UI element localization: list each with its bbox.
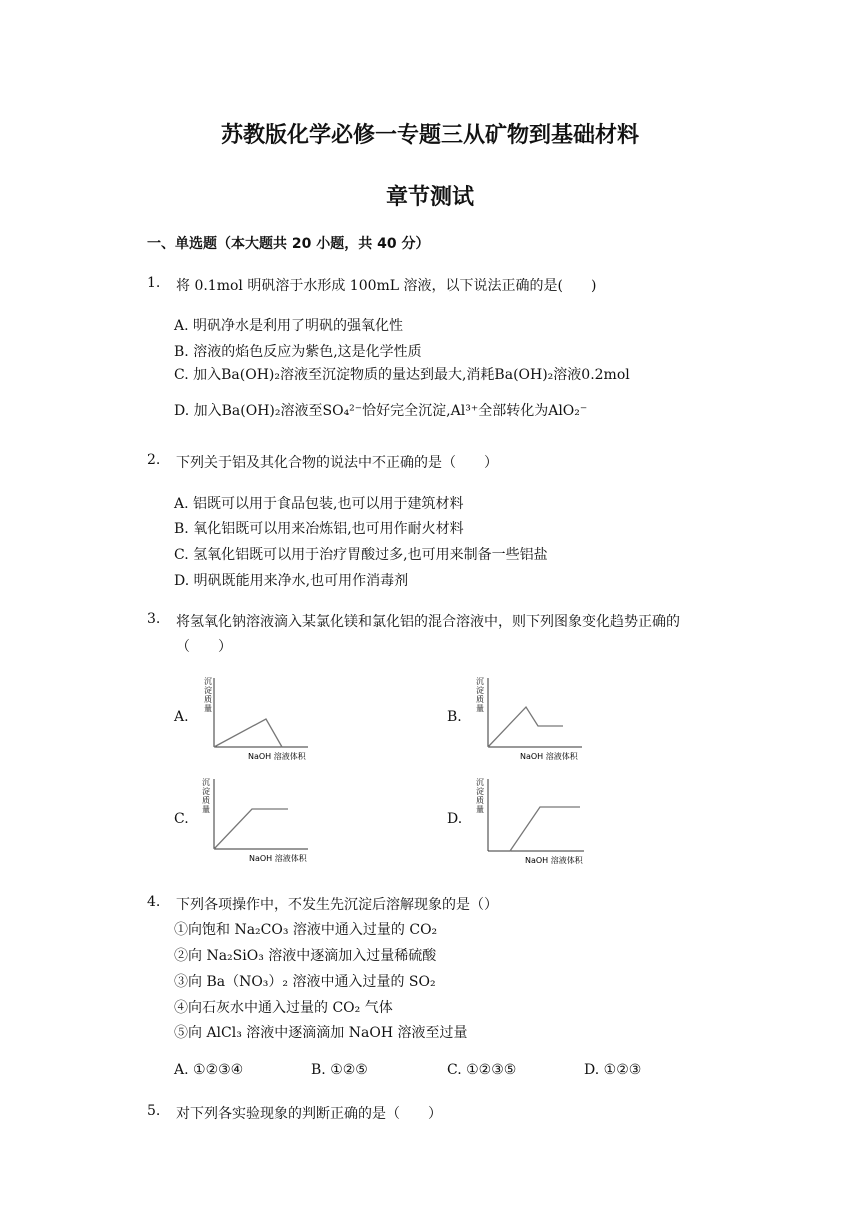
graph-b-ylabel: 沉淀质量 (476, 677, 484, 713)
option-c: C. 氢氧化铝既可以用于治疗胃酸过多,也可用来制备一些铝盐 (174, 547, 548, 563)
list-item: ③向 Ba（NO₃）₂ 溶液中通入过量的 SO₂ (174, 974, 436, 990)
graph-c-ylabel: 沉淀质量 (202, 778, 210, 814)
graph-d-xlabel: NaOH 溶液体积 (525, 856, 583, 865)
option-b: B. 氧化铝既可以用来冶炼铝,也可用作耐火材料 (174, 521, 464, 537)
question-stem: 对下列各实验现象的判断正确的是（ ） (176, 1106, 442, 1122)
graph-a (196, 676, 316, 762)
option-c: C. ①②③⑤ (447, 1062, 517, 1078)
question-number: 5. (147, 1103, 161, 1119)
graph-a-letter: A. (174, 709, 189, 725)
document-title-line1: 苏教版化学必修一专题三从矿物到基础材料 (220, 123, 639, 148)
question-number: 1. (147, 275, 161, 291)
option-d: D. ①②③ (584, 1062, 642, 1078)
list-item: ②向 Na₂SiO₃ 溶液中逐滴加入过量稀硫酸 (174, 948, 437, 964)
document-title-line2: 章节测试 (385, 185, 474, 210)
option-b: B. ①②⑤ (311, 1062, 368, 1078)
question-stem-continued: （ ） (176, 639, 232, 655)
graph-d-ylabel: 沉淀质量 (476, 778, 484, 814)
option-a: A. ①②③④ (174, 1062, 244, 1078)
option-d: D. 加入Ba(OH)₂溶液至SO₄²⁻恰好完全沉淀,Al³⁺全部转化为AlO₂⁻ (174, 403, 588, 419)
graph-a-xlabel: NaOH 溶液体积 (248, 752, 306, 761)
graph-c-letter: C. (174, 811, 189, 827)
question-stem: 下列各项操作中，不发生先沉淀后溶解现象的是（） (176, 897, 498, 913)
option-d: D. 明矾既能用来净水,也可用作消毒剂 (174, 573, 409, 589)
option-b: B. 溶液的焰色反应为紫色,这是化学性质 (174, 344, 422, 360)
graph-b-letter: B. (447, 709, 462, 725)
section-header: 一、单选题（本大题共 20 小题，共 40 分） (147, 236, 430, 252)
list-item: ①向饱和 Na₂CO₃ 溶液中通入过量的 CO₂ (174, 922, 438, 938)
graph-c (196, 777, 316, 867)
graph-b (470, 676, 590, 762)
question-number: 4. (147, 894, 161, 910)
question-number: 3. (147, 611, 161, 627)
option-c: C. 加入Ba(OH)₂溶液至沉淀物质的量达到最大,消耗Ba(OH)₂溶液0.2mol (174, 367, 630, 383)
question-stem: 下列关于铝及其化合物的说法中不正确的是（ ） (176, 455, 498, 471)
list-item: ⑤向 AlCl₃ 溶液中逐滴滴加 NaOH 溶液至过量 (174, 1025, 468, 1041)
list-item: ④向石灰水中通入过量的 CO₂ 气体 (174, 1000, 393, 1016)
graph-d (470, 777, 594, 869)
graph-c-xlabel: NaOH 溶液体积 (249, 854, 307, 863)
question-stem: 将 0.1mol 明矾溶于水形成 100mL 溶液，以下说法正确的是( ) (176, 278, 597, 294)
question-number: 2. (147, 452, 161, 468)
graph-d-letter: D. (447, 811, 463, 827)
graph-b-xlabel: NaOH 溶液体积 (520, 752, 578, 761)
question-stem: 将氢氧化钠溶液滴入某氯化镁和氯化铝的混合溶液中，则下列图象变化趋势正确的 (176, 614, 680, 630)
option-a: A. 铝既可以用于食品包装,也可以用于建筑材料 (174, 496, 464, 512)
graph-a-ylabel: 沉淀质量 (204, 677, 212, 713)
option-a: A. 明矾净水是利用了明矾的强氧化性 (174, 318, 404, 334)
